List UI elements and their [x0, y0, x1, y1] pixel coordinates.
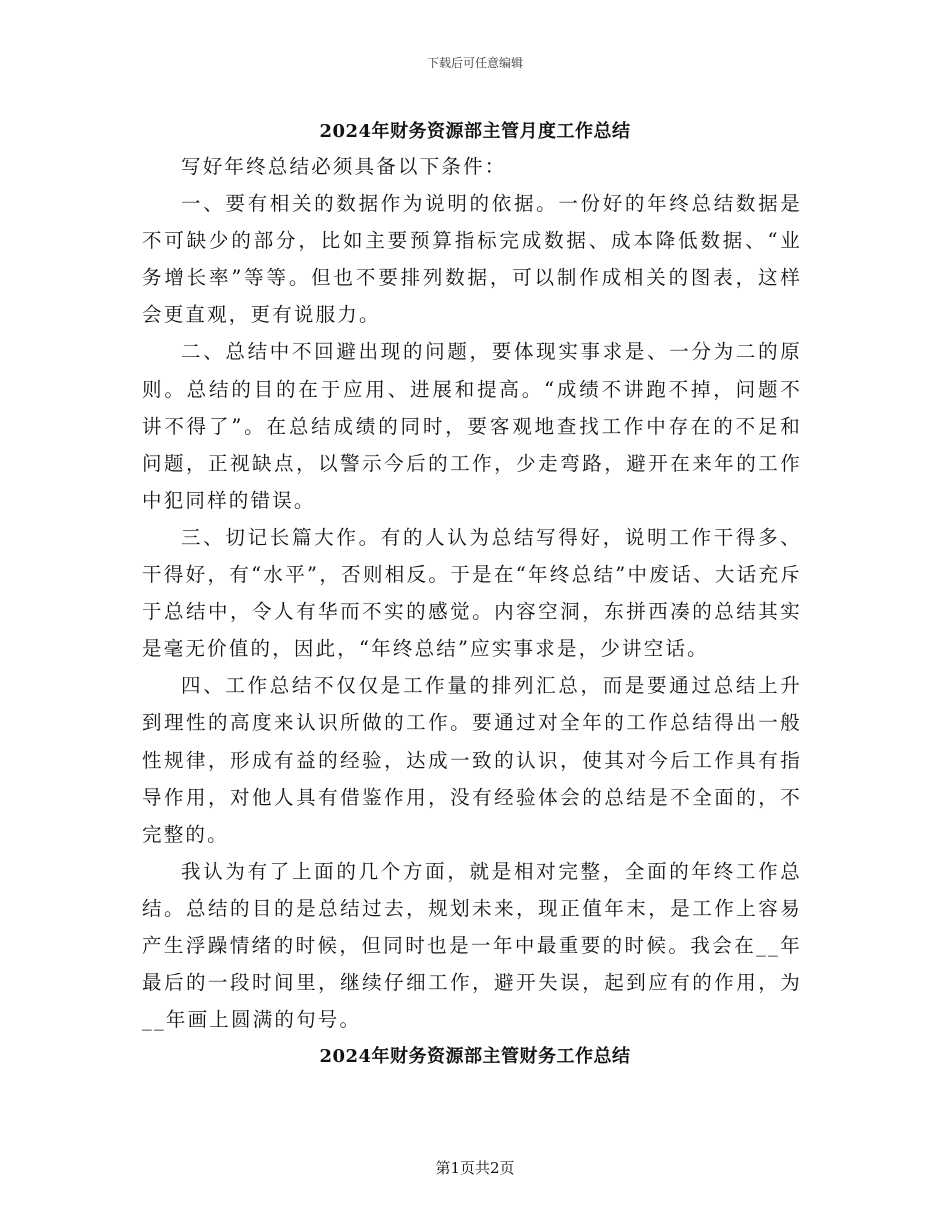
page-header-note: 下载后可任意编辑: [426, 56, 523, 70]
paragraph-point-2: 二、总结中不回避出现的问题，要体现实事求是、一分为二的原则。总结的目的在于应用、进展和提高。“成绩不讲跑不掉，问题不讲不得了”。在总结成绩的同时，要客观地查找工作中存在的不足和问题，正视缺点，以警示今后的工作，少走弯路，避开在来年的工作中犯同样的错误。: [142, 340, 802, 512]
paragraph-point-3: 三、切记长篇大作。有的人认为总结写得好，说明工作干得多、干得好，有“水平”，否则相反。于是在“年终总结”中废话、大话充斥于总结中，令人有华而不实的感觉。内容空洞，东拼西凑的总结其实是毫无价值的，因此，“年终总结”应实事求是，少讲空话。: [142, 525, 802, 661]
document-body: [142, 148, 802, 1038]
document-title: 2024年财务资源部主管月度工作总结: [319, 121, 631, 142]
paragraph-point-4: 四、工作总结不仅仅是工作量的排列汇总，而是要通过总结上升到理性的高度来认识所做的工作。要通过对全年的工作总结得出一般性规律，形成有益的经验，达成一致的认识，使其对今后工作具有指导作用，对他人具有借鉴作用，没有经验体会的总结是不全面的，不完整的。: [142, 674, 802, 846]
paragraph-point-1: 一、要有相关的数据作为说明的依据。一份好的年终总结数据是不可缺少的部分，比如主要预算指标完成数据、成本降低数据、“业务增长率”等等。但也不要排列数据，可以制作成相关的图表，这样会更直观，更有说服力。: [142, 192, 802, 327]
page-number-footer: 第1页共2页: [435, 1159, 515, 1177]
second-section-title: 2024年财务资源部主管财务工作总结: [319, 1046, 631, 1067]
paragraph-intro: 写好年终总结必须具备以下条件：: [181, 155, 507, 178]
paragraph-conclusion: 我认为有了上面的几个方面，就是相对完整，全面的年终工作总结。总结的目的是总结过去，规划未来，现正值年末，是工作上容易产生浮躁情绪的时候，但同时也是一年中最重要的时候。我会在__年最后的一段时间里，继续仔细工作，避开失误，起到应有的作用，为__年画上圆满的句号。: [142, 859, 802, 1032]
